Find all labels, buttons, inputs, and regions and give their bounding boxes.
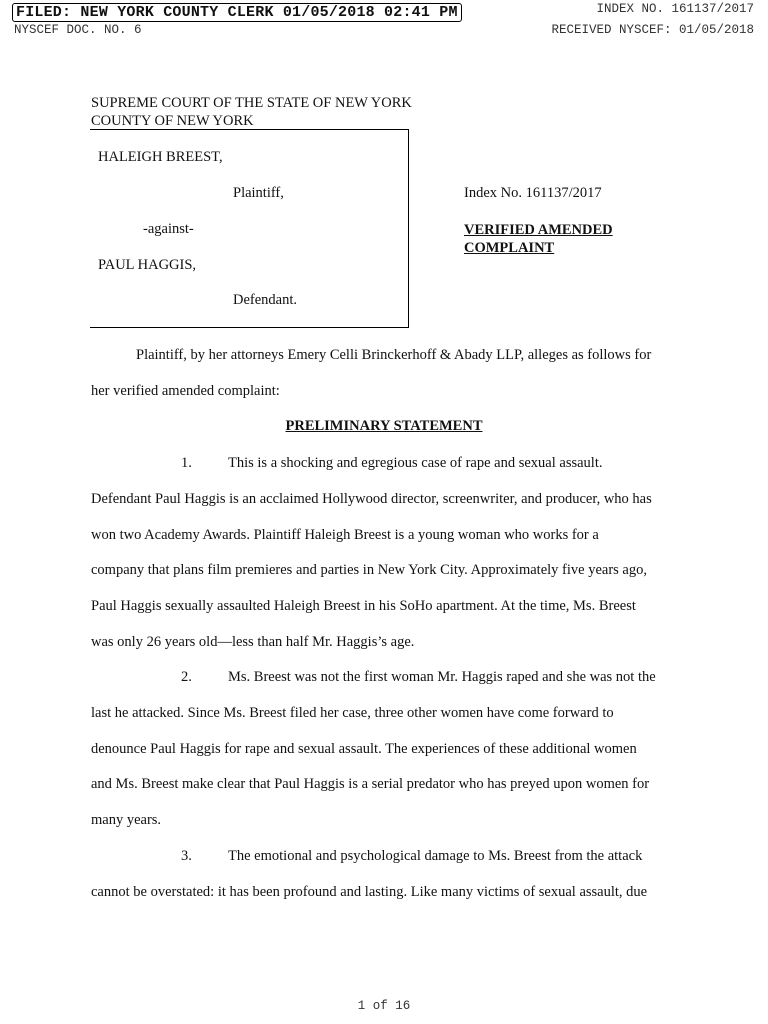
defendant-name: PAUL HAGGIS, xyxy=(98,257,197,273)
intro-line: her verified amended complaint: xyxy=(91,383,280,399)
plaintiff-name: HALEIGH BREEST, xyxy=(98,149,223,165)
document-title: VERIFIED AMENDED COMPLAINT xyxy=(464,222,613,256)
court-county: COUNTY OF NEW YORK xyxy=(91,113,254,129)
defendant-role: Defendant. xyxy=(233,292,298,308)
paragraph-line: was only 26 years old—less than half Mr. Haggis’s age. xyxy=(91,634,415,650)
paragraph-number: 3. xyxy=(181,848,192,864)
against-label: -against- xyxy=(143,221,194,237)
page-number: 1 of 16 xyxy=(357,999,411,1013)
paragraph-number: 2. xyxy=(181,669,192,685)
paragraph-line: last he attacked. Since Ms. Breest filed her case, three other women have come forward to xyxy=(91,704,614,721)
plaintiff-role: Plaintiff, xyxy=(233,185,284,201)
paragraph-line: Paul Haggis sexually assaulted Haleigh Breest in his SoHo apartment. At the time, Ms. Breest xyxy=(91,598,636,615)
paragraph-line: won two Academy Awards. Plaintiff Haleigh Breest is a young woman who works for a xyxy=(91,526,599,543)
nyscef-doc-number: NYSCEF DOC. NO. 6 xyxy=(14,23,142,37)
court-name: SUPREME COURT OF THE STATE OF NEW YORK xyxy=(91,95,412,111)
paragraph-line: Ms. Breest was not the first woman Mr. Haggis raped and she was not the xyxy=(228,669,656,685)
paragraph-line: and Ms. Breest make clear that Paul Haggis is a serial predator who has preyed upon women for xyxy=(91,776,650,793)
filed-banner: FILED: NEW YORK COUNTY CLERK 01/05/2018 02:41 PM xyxy=(12,3,462,22)
intro-line: Plaintiff, by her attorneys Emery Celli Brinckerhoff & Abady LLP, alleges as follows for xyxy=(136,347,652,363)
paragraph-line: denounce Paul Haggis for rape and sexual assault. The experiences of these additional women xyxy=(91,740,637,757)
paragraph-number: 1. xyxy=(181,455,192,471)
paragraph-line: Defendant Paul Haggis is an acclaimed Hollywood director, screenwriter, and producer, who has xyxy=(91,490,652,507)
section-heading: PRELIMINARY STATEMENT xyxy=(285,418,483,434)
paragraph-line: cannot be overstated: it has been profound and lasting. Like many victims of sexual assault, due xyxy=(91,883,648,900)
paragraph-line: many years. xyxy=(91,812,162,829)
received-date: RECEIVED NYSCEF: 01/05/2018 xyxy=(551,23,754,37)
paragraph-line: The emotional and psychological damage to Ms. Breest from the attack xyxy=(228,848,643,864)
index-number-header: INDEX NO. 161137/2017 xyxy=(596,2,754,16)
paragraph-line: This is a shocking and egregious case of rape and sexual assault. xyxy=(228,455,603,471)
paragraph-line: company that plans film premieres and parties in New York City. Approximately five years ago, xyxy=(91,562,647,579)
index-number: Index No. 161137/2017 xyxy=(464,185,602,201)
